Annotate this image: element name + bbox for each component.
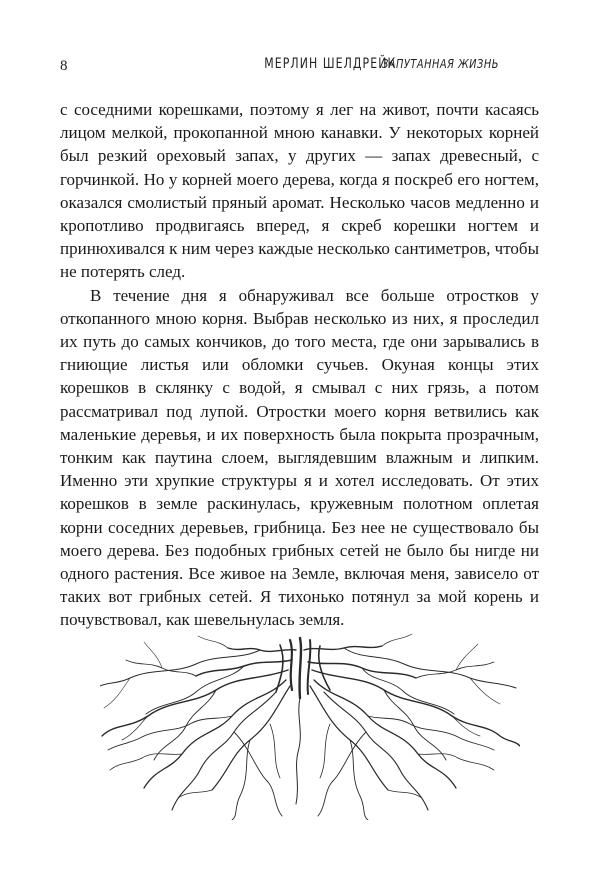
running-header (0, 0, 600, 80)
body-text (60, 98, 539, 632)
running-head (227, 55, 525, 73)
paragraph: В течение дня я обнаруживал все больше отростков у откопанного мною корня. Выбрав несколько из них, я проследил их путь до самых кончиков, до того места, где они зарывались в гниющие листья или обломки сучьев. Окуная концы этих корешков в склянку с водой, я смывал с них грязь, а потом рассматривал под лупой. Отростки моего корня ветвились как маленькие деревья, и их поверхность была покрыта прозрачным, тонким как паутина слоем, выглядевшим влажным и липким. Именно эти хрупкие структуры я и хотел исследовать. От этих корешков в земле раскинулась, кружевным полотном оплетая корни соседних деревьев, грибница. Без нее не существовало бы моего дерева. Без подобных грибных сетей не было бы нигде ни одного растения. Все живое на Земле, включая меня, зависело от таких вот грибных сетей. Я тихонько потянул за мой корень и почувствовал, как шевельнулась земля. (60, 285, 539, 630)
roots-illustration (100, 620, 520, 820)
book-title: ЗАПУТАННАЯ ЖИЗНЬ (382, 57, 500, 71)
page-number: 8 (60, 58, 68, 74)
author-name: МЕРЛИН ШЕЛДРЕЙК (264, 56, 397, 72)
tree-roots-icon (100, 620, 520, 820)
paragraph: с соседними корешками, поэтому я лег на живот, почти касаясь лицом мелкой, прокопанной мною канавки. У некоторых корней был резкий ореховый запах, у других — запах древесный, с горчинкой. Но у корней моего дерева, когда я поскреб его ногтем, оказался смолистый пряный аромат. Несколько часов медленно и кропотливо продвигаясь вперед, я скреб корешки ногтем и принюхивался к ним через каждые несколько сантиметров, чтобы не потерять след. (60, 100, 539, 282)
